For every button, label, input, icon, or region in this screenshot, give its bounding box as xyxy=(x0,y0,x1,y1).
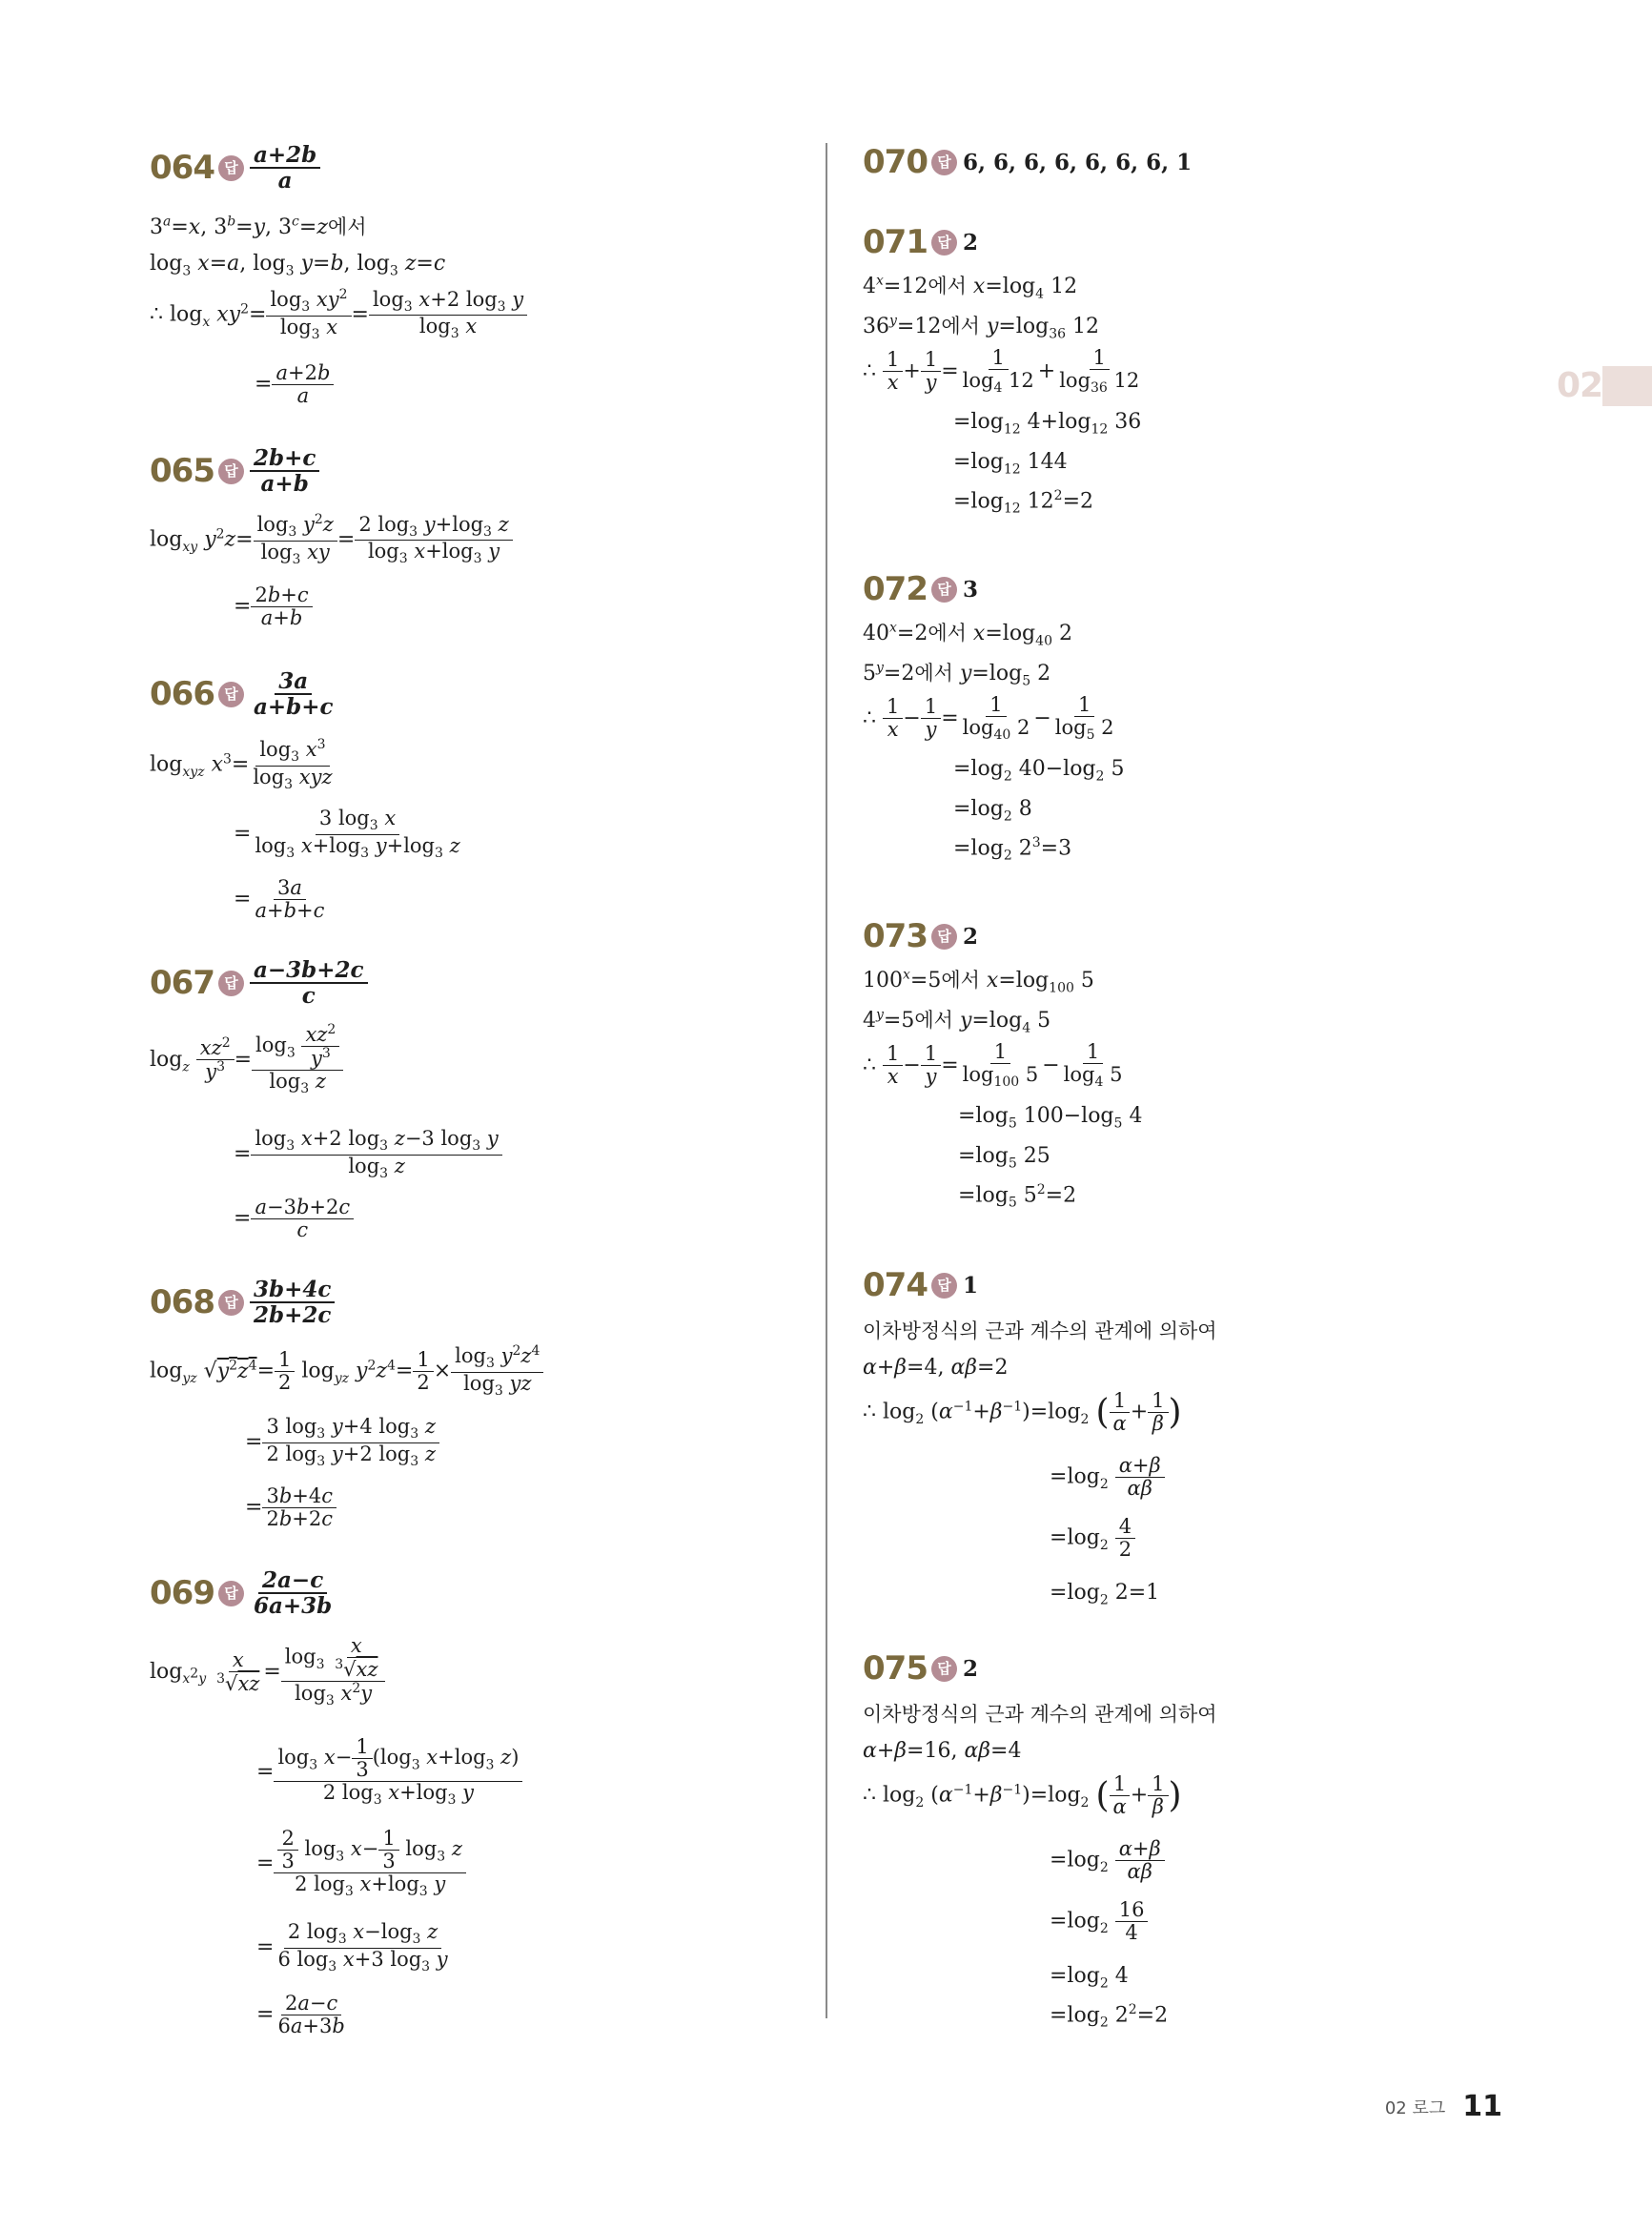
answer-badge: 답 xyxy=(931,150,957,175)
problem-header xyxy=(863,1266,978,1304)
solution-line: $=\log_2$ $2^2=2$ xyxy=(1050,2002,1169,2031)
answer-value: 6, 6, 6, 6, 6, 6, 6, 1 xyxy=(962,149,1193,175)
solution-line: = $\frac{3a}{a+b+c}$ xyxy=(234,876,325,923)
problem-header xyxy=(863,143,1192,181)
problem-header xyxy=(863,223,978,261)
problem-number: 069 xyxy=(150,1574,214,1613)
solution-line: ∴ $\log_2 (\alpha^{-1}+\beta^{-1})=\log_2$ ( $\frac{1}{\alpha}$ + $\frac{1}{\beta}$ ) xyxy=(863,1389,1182,1436)
solution-line: $\log_z$ $\frac{xz^2}{y^3}$ = $\log_3$ $\frac{xz^2}{y^3}$ $\log_3 z$ xyxy=(150,1023,343,1097)
answer-value: $\frac{2b+c}{a+b}$ xyxy=(250,446,319,497)
solution-line: $=\log_{12}$ $4+\log_{12}$ 36 xyxy=(953,410,1142,438)
solution-line: = $\frac{3 \log_3 y+4 \log_3 z}{2 \log_3 y+2 \log_3 z}$ xyxy=(245,1416,439,1469)
answer-badge: 답 xyxy=(218,682,244,707)
solution-line: $3^a=x$, $3^b=y$, $3^c=z$에서 xyxy=(150,214,367,239)
answer-badge: 답 xyxy=(218,971,244,996)
solution-line: = $\frac{a-3b+2c}{c}$ xyxy=(234,1197,354,1241)
answer-badge: 답 xyxy=(931,1656,957,1682)
solution-line: = $\frac{3b+4c}{2b+2c}$ xyxy=(245,1485,337,1530)
answer-value: 3 xyxy=(962,576,978,603)
side-tab-number: 02 xyxy=(1557,366,1603,405)
solution-line: $=\log_5$ $5^2=2$ xyxy=(958,1182,1077,1211)
problem-header xyxy=(150,143,320,194)
solution-line: 이차방정식의 근과 계수의 관계에 의하여 xyxy=(863,1703,1217,1726)
answer-value: $\frac{a+2b}{a}$ xyxy=(250,143,320,194)
chapter-side-tab xyxy=(1557,366,1652,406)
solution-line: ∴ $\frac{1}{x}$ + $\frac{1}{y}$ = $\frac{1}{\log_4 12}$ + $\frac{1}{\log_{36} 12}$ xyxy=(863,346,1140,397)
answer-value: $\frac{a-3b+2c}{c}$ xyxy=(250,958,368,1009)
problem-number: 072 xyxy=(863,570,928,608)
answer-badge: 답 xyxy=(931,577,957,603)
footer-chapter-label: 02 로그 xyxy=(1384,2097,1446,2118)
problem-number: 066 xyxy=(150,675,214,714)
solution-line: α+β=4, αβ=2 xyxy=(863,1356,1009,1380)
solution-line: = $\frac{2 \log_3 x-\log_3 z}{6 \log_3 x+3 \log_3 y}$ xyxy=(256,1920,448,1974)
solution-line: α+β=16, αβ=4 xyxy=(863,1739,1022,1763)
solution-line: $=\log_2$ 2=1 xyxy=(1050,1581,1160,1608)
solution-line: ∴ $\frac{1}{x}$ − $\frac{1}{y}$ = $\frac{1}{\log_{100} 5}$ − $\frac{1}{\log_4 5}$ xyxy=(863,1040,1123,1091)
solution-line: ∴ $\frac{1}{x}$ − $\frac{1}{y}$ = $\frac{1}{\log_{40} 2}$ − $\frac{1}{\log_5 2}$ xyxy=(863,693,1114,744)
answer-value: $\frac{3b+4c}{2b+2c}$ xyxy=(250,1278,335,1328)
solution-line: $=\log_5$ 25 xyxy=(958,1144,1050,1172)
problem-number: 071 xyxy=(863,223,928,261)
solution-line: $100^x=5$에서 $x=\log_{100}$ 5 xyxy=(863,967,1094,996)
answer-value: 1 xyxy=(962,1272,978,1299)
answer-badge: 답 xyxy=(218,459,244,484)
solution-line: $=\log_2$ 8 xyxy=(953,797,1032,825)
problem-header xyxy=(150,669,337,720)
problem-number: 070 xyxy=(863,143,928,181)
answer-badge: 답 xyxy=(931,230,957,256)
solution-line: $=\log_{12}$ 144 xyxy=(953,450,1068,478)
solution-line: $=\log_5$ $100-\log_5$ 4 xyxy=(958,1104,1143,1132)
answer-value: 2 xyxy=(962,923,978,950)
page-footer xyxy=(1385,2090,1502,2123)
solution-line: $40^x=2$에서 $x=\log_{40}$ 2 xyxy=(863,620,1072,649)
problem-number: 075 xyxy=(863,1649,928,1688)
answer-value: $\frac{2a-c}{6a+3b}$ xyxy=(253,1567,333,1620)
answer-badge: 답 xyxy=(218,155,244,181)
problem-header xyxy=(863,570,978,608)
problem-header xyxy=(150,446,319,497)
column-divider xyxy=(826,143,827,2018)
solution-line: = $\frac{3 \log_3 x}{\log_3 x+\log_3 y+\log_3 z}$ xyxy=(234,807,460,861)
solution-line: $=\log_2$ $\frac{4}{2}$ xyxy=(1050,1516,1135,1561)
solution-line: $5^y=2$에서 $y=\log_5$ 2 xyxy=(863,660,1051,689)
solution-line: $\log_3 x=a$, $\log_3 y=b$, $\log_3 z=c$ xyxy=(150,252,446,279)
solution-line: $\log_{xyz} x^3=$ $\frac{\log_3 x^3}{\log_3 xyz}$ xyxy=(150,737,333,792)
solution-line: $\log_{yz} √y^2z^4=$ $\frac{1}{2}$ $\log_{yz} y^2z^4=$ $\frac{1}{2}$ × $\frac{\log_3 y^2z^4}{\log_3 yz}$ xyxy=(150,1344,543,1399)
problem-header xyxy=(150,1278,335,1328)
solution-line: $=\log_2$ $\frac{\alpha+\beta}{\alpha\beta}$ xyxy=(1050,1838,1165,1883)
solution-line: = $\frac{2a-c}{6a+3b}$ xyxy=(256,1992,345,2038)
problem-header xyxy=(150,958,368,1009)
answer-value: 2 xyxy=(962,229,978,256)
page-number: 11 xyxy=(1462,2090,1502,2123)
answer-badge: 답 xyxy=(931,1273,957,1299)
problem-header xyxy=(863,917,978,955)
solution-line: $=\log_2$ $2^3=3$ xyxy=(953,835,1072,864)
solution-line: = $\frac{a+2b}{a}$ xyxy=(255,362,334,407)
solution-line: $=\log_{12}$ $12^2=2$ xyxy=(953,488,1093,517)
problem-number: 074 xyxy=(863,1266,928,1304)
solution-line: $\log_{xy} y^2z=$ $\frac{\log_3 y^2z}{\log_3 xy}$ = $\frac{2 \log_3 y+\log_3 z}{\log_3 x+\log_3 y}$ xyxy=(150,513,513,567)
answer-value: $\frac{3a}{a+b+c}$ xyxy=(253,668,334,721)
problem-number: 073 xyxy=(863,917,928,955)
solution-line: $=\log_2$ $\frac{\alpha+\beta}{\alpha\beta}$ xyxy=(1050,1455,1165,1500)
problem-number: 065 xyxy=(150,452,214,491)
solution-line: $4^x=12$에서 $x=\log_4$ 12 xyxy=(863,273,1078,302)
solution-line: $\log_{x^2y}$ $\frac{x}{^3√xz}$ = $\log_3$ $\frac{x}{^3√xz}$ $\log_3 x^2y$ xyxy=(150,1635,385,1709)
solution-line: = $\frac{\log_3 x+2 \log_3 z-3 \log_3 y}{\log_3 z}$ xyxy=(234,1128,502,1181)
solution-line: $4^y=5$에서 $y=\log_4$ 5 xyxy=(863,1007,1051,1036)
problem-header xyxy=(150,1568,336,1619)
side-tab-bar xyxy=(1602,366,1652,406)
solution-line: = $\frac{2b+c}{a+b}$ xyxy=(234,584,313,629)
problem-header xyxy=(863,1649,978,1688)
problem-number: 068 xyxy=(150,1283,214,1322)
solution-line: = $\log_3 x-$ $\frac{1}{3}$ ($\log_3$ $x+\log_3$ z) 2 $\log_3 x+\log_3$ y xyxy=(256,1736,522,1809)
problem-number: 067 xyxy=(150,964,214,1003)
solution-line: ∴ $\log_2 (\alpha^{-1}+\beta^{-1})=\log_2$ ( $\frac{1}{\alpha}$ + $\frac{1}{\beta}$ ) xyxy=(863,1772,1182,1819)
solution-line: $=\log_2$ 4 xyxy=(1050,1964,1129,1992)
answer-badge: 답 xyxy=(218,1290,244,1316)
solution-line: $=\log_2$ $\frac{16}{4}$ xyxy=(1050,1899,1148,1944)
answer-badge: 답 xyxy=(931,924,957,950)
problem-number: 064 xyxy=(150,149,214,188)
solution-line: = $\frac{2}{3}$ $\log_3 x-$ $\frac{1}{3}$ $\log_3 z$ 2 $\log_3 x+\log_3$ y xyxy=(256,1828,466,1900)
solution-line: $=\log_2$ $40-\log_2$ 5 xyxy=(953,757,1125,785)
solution-line: ∴ $\log_x xy^2=$ $\frac{\log_3 xy^2}{\log_3 x}$ = $\frac{\log_3 x+2 \log_3 y}{\log_3 x}$ xyxy=(150,288,527,342)
answer-value: 2 xyxy=(962,1655,978,1682)
solution-line: $36^y=12$에서 $y=\log_{36}$ 12 xyxy=(863,313,1100,342)
solution-line: 이차방정식의 근과 계수의 관계에 의하여 xyxy=(863,1320,1217,1342)
answer-badge: 답 xyxy=(218,1581,244,1606)
